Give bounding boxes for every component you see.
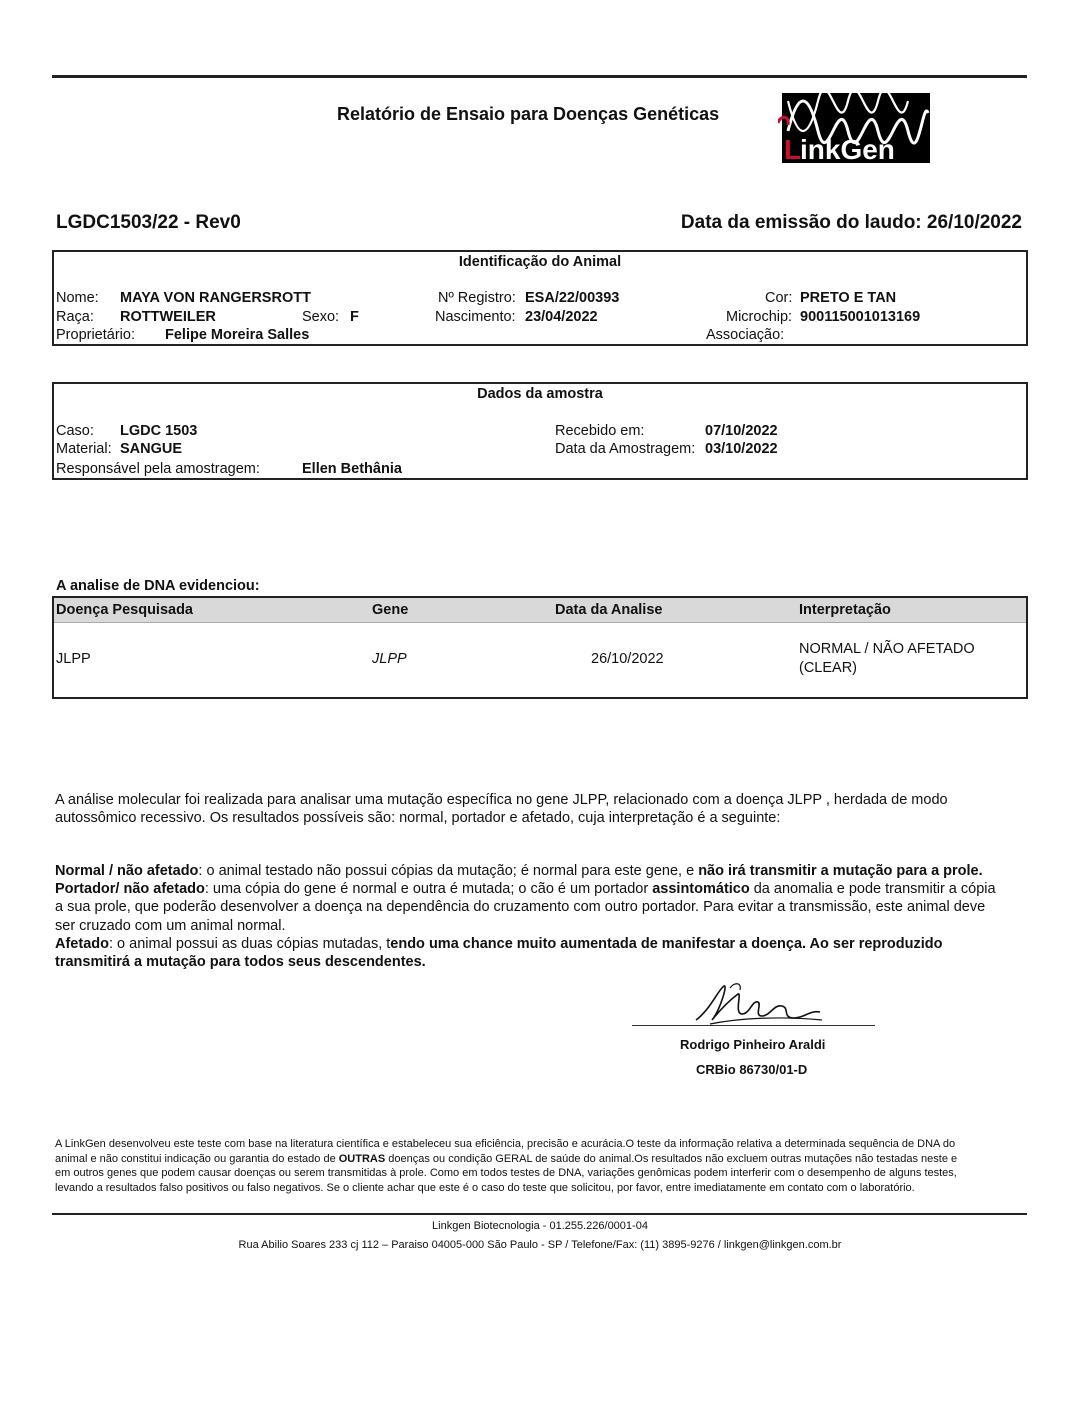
case-label: Caso: bbox=[56, 423, 94, 439]
col-date: Data da Analise bbox=[555, 602, 663, 618]
normal-term: Normal / não afetado bbox=[55, 863, 199, 879]
col-interpretation: Interpretação bbox=[799, 602, 891, 618]
material-label: Material: bbox=[56, 441, 112, 457]
sample-case: LGDC 1503 bbox=[120, 423, 198, 439]
animal-sex: F bbox=[350, 309, 359, 325]
analysis-table bbox=[52, 596, 1028, 699]
affected-line bbox=[55, 935, 1013, 953]
disclaimer-line-4: levando a resultados falso positivos ou falso negativos. Se o cliente achar que este é o caso do teste que solicitou, por favor, entre imediatamente em contato com o laboratório. bbox=[55, 1181, 915, 1194]
intro-line-1: A análise molecular foi realizada para analisar uma mutação específica no gene JLPP, relacionado com a doença JLPP , herdada de modo bbox=[55, 792, 948, 808]
row-gene: JLPP bbox=[372, 651, 407, 667]
top-rule bbox=[52, 75, 1027, 78]
footer-rule bbox=[52, 1213, 1027, 1215]
disclaimer-line-1: A LinkGen desenvolveu este teste com base na literatura científica e estabeleceu sua eficiência, precisão e acurácia.O teste da informação relativa a determinada sequência de DNA do bbox=[55, 1138, 956, 1150]
sex-label: Sexo: bbox=[302, 309, 340, 325]
normal-desc: : o animal testado não possui cópias da mutação; é normal para este gene, e bbox=[198, 863, 699, 879]
svg-text:inkGen: inkGen bbox=[800, 134, 895, 163]
name-label: Nome: bbox=[56, 290, 99, 306]
birth-label: Nascimento: bbox=[435, 309, 516, 325]
carrier-desc: : uma cópia do gene é normal e outra é mutada; o cão é um portador bbox=[204, 881, 653, 898]
signature-line bbox=[632, 1025, 875, 1026]
disclaimer-2a: animal e não constitui indicação ou garantia do estado de bbox=[55, 1152, 339, 1165]
analysis-heading: A analise de DNA evidenciou: bbox=[56, 578, 260, 594]
affected-emph-2: transmitirá a mutação para todos seus descendentes. bbox=[55, 954, 426, 971]
col-disease: Doença Pesquisada bbox=[56, 602, 193, 618]
sample-sampling-date: 03/10/2022 bbox=[705, 441, 778, 457]
sampling-label: Data da Amostragem: bbox=[555, 441, 696, 457]
received-label: Recebido em: bbox=[555, 423, 645, 439]
col-gene: Gene bbox=[372, 602, 409, 618]
normal-emph: não irá transmitir a mutação para a prole. bbox=[698, 863, 983, 879]
animal-name: MAYA VON RANGERSROTT bbox=[120, 290, 311, 306]
responsible-label: Responsável pela amostragem: bbox=[56, 461, 260, 477]
animal-breed: ROTTWEILER bbox=[120, 309, 216, 325]
issue-date: Data da emissão do laudo: 26/10/2022 bbox=[680, 212, 1022, 233]
svg-text:L: L bbox=[784, 134, 802, 163]
affected-desc: : o animal possui as duas cópias mutadas, t bbox=[108, 935, 391, 952]
sample-section-title: Dados da amostra bbox=[477, 386, 603, 402]
row-date: 26/10/2022 bbox=[591, 651, 664, 667]
sample-box bbox=[52, 382, 1028, 480]
disclaimer-line-3: em outros genes que podem causar doenças ou serem transmitidas à prole. Como em todos testes de DNA, variações genômicas podem interferir com o desempenho de alguns testes, bbox=[55, 1167, 957, 1180]
carrier-desc-2: da anomalia e pode transmitir a cópia bbox=[749, 881, 996, 898]
normal-line bbox=[55, 862, 1013, 880]
color-label: Cor: bbox=[765, 290, 793, 306]
animal-birth: 23/04/2022 bbox=[525, 309, 598, 325]
signer-registry: CRBio 86730/01-D bbox=[696, 1062, 808, 1077]
carrier-line-3: ser cruzado com um animal normal. bbox=[55, 917, 286, 934]
company-address: Rua Abilio Soares 233 cj 112 – Paraiso 04005-000 São Paulo - SP / Telefone/Fax: (11) 3895-9276 / linkgen@linkgen.com.br bbox=[238, 1239, 842, 1251]
row-disease: JLPP bbox=[56, 651, 91, 667]
association-label: Associação: bbox=[706, 327, 785, 343]
company-info: Linkgen Biotecnologia - 01.255.226/0001-04 bbox=[432, 1220, 648, 1232]
disclaimer-line-2 bbox=[55, 1152, 1023, 1167]
animal-microchip: 900115001013169 bbox=[800, 309, 921, 325]
sample-responsible: Ellen Bethânia bbox=[302, 461, 402, 477]
disclaimer bbox=[55, 1137, 1023, 1195]
intro-line-2: autossômico recessivo. Os resultados possíveis são: normal, portador e afetado, cuja interpretação é a seguinte: bbox=[55, 810, 781, 827]
affected-emph: endo uma chance muito aumentada de manifestar a doença. Ao ser reproduzido bbox=[390, 935, 943, 952]
animal-color: PRETO E TAN bbox=[800, 290, 897, 306]
signature-image bbox=[690, 980, 830, 1030]
row-interpretation-1: NORMAL / NÃO AFETADO bbox=[799, 641, 975, 657]
sample-material: SANGUE bbox=[120, 441, 183, 457]
linkgen-logo bbox=[778, 93, 930, 163]
report-code: LGDC1503/22 - Rev0 bbox=[56, 212, 241, 233]
animal-section-title: Identificação do Animal bbox=[458, 254, 622, 270]
sample-received: 07/10/2022 bbox=[705, 423, 778, 439]
interpretation-paragraph bbox=[55, 862, 1013, 971]
microchip-label: Microchip: bbox=[726, 309, 793, 325]
affected-line-2 bbox=[55, 953, 1013, 971]
breed-label: Raça: bbox=[56, 309, 94, 325]
report-title: Relatório de Ensaio para Doenças Genéticas bbox=[337, 104, 720, 124]
affected-term: Afetado bbox=[55, 935, 109, 952]
carrier-line bbox=[55, 880, 1013, 898]
animal-registry: ESA/22/00393 bbox=[525, 290, 620, 306]
disclaimer-2c: doenças ou condição GERAL de saúde do animal.Os resultados não excluem outras mutações não testadas neste e bbox=[385, 1152, 958, 1165]
table-header bbox=[54, 598, 1026, 623]
intro-paragraph bbox=[55, 791, 1013, 827]
carrier-emph: assintomático bbox=[652, 881, 750, 898]
animal-owner: Felipe Moreira Salles bbox=[165, 327, 310, 343]
carrier-line-2: a sua prole, que poderão desenvolver a doença na dependência do cruzamento com outro portador. Para evitar a transmissão, este animal deve bbox=[55, 899, 986, 916]
owner-label: Proprietário: bbox=[56, 327, 135, 343]
signer-name: Rodrigo Pinheiro Araldi bbox=[680, 1037, 826, 1052]
registry-label: Nº Registro: bbox=[438, 290, 516, 306]
animal-box bbox=[52, 250, 1028, 346]
row-interpretation-2: (CLEAR) bbox=[799, 660, 858, 676]
carrier-term: Portador/ não afetado bbox=[55, 881, 205, 898]
disclaimer-2b: OUTRAS bbox=[338, 1152, 386, 1165]
